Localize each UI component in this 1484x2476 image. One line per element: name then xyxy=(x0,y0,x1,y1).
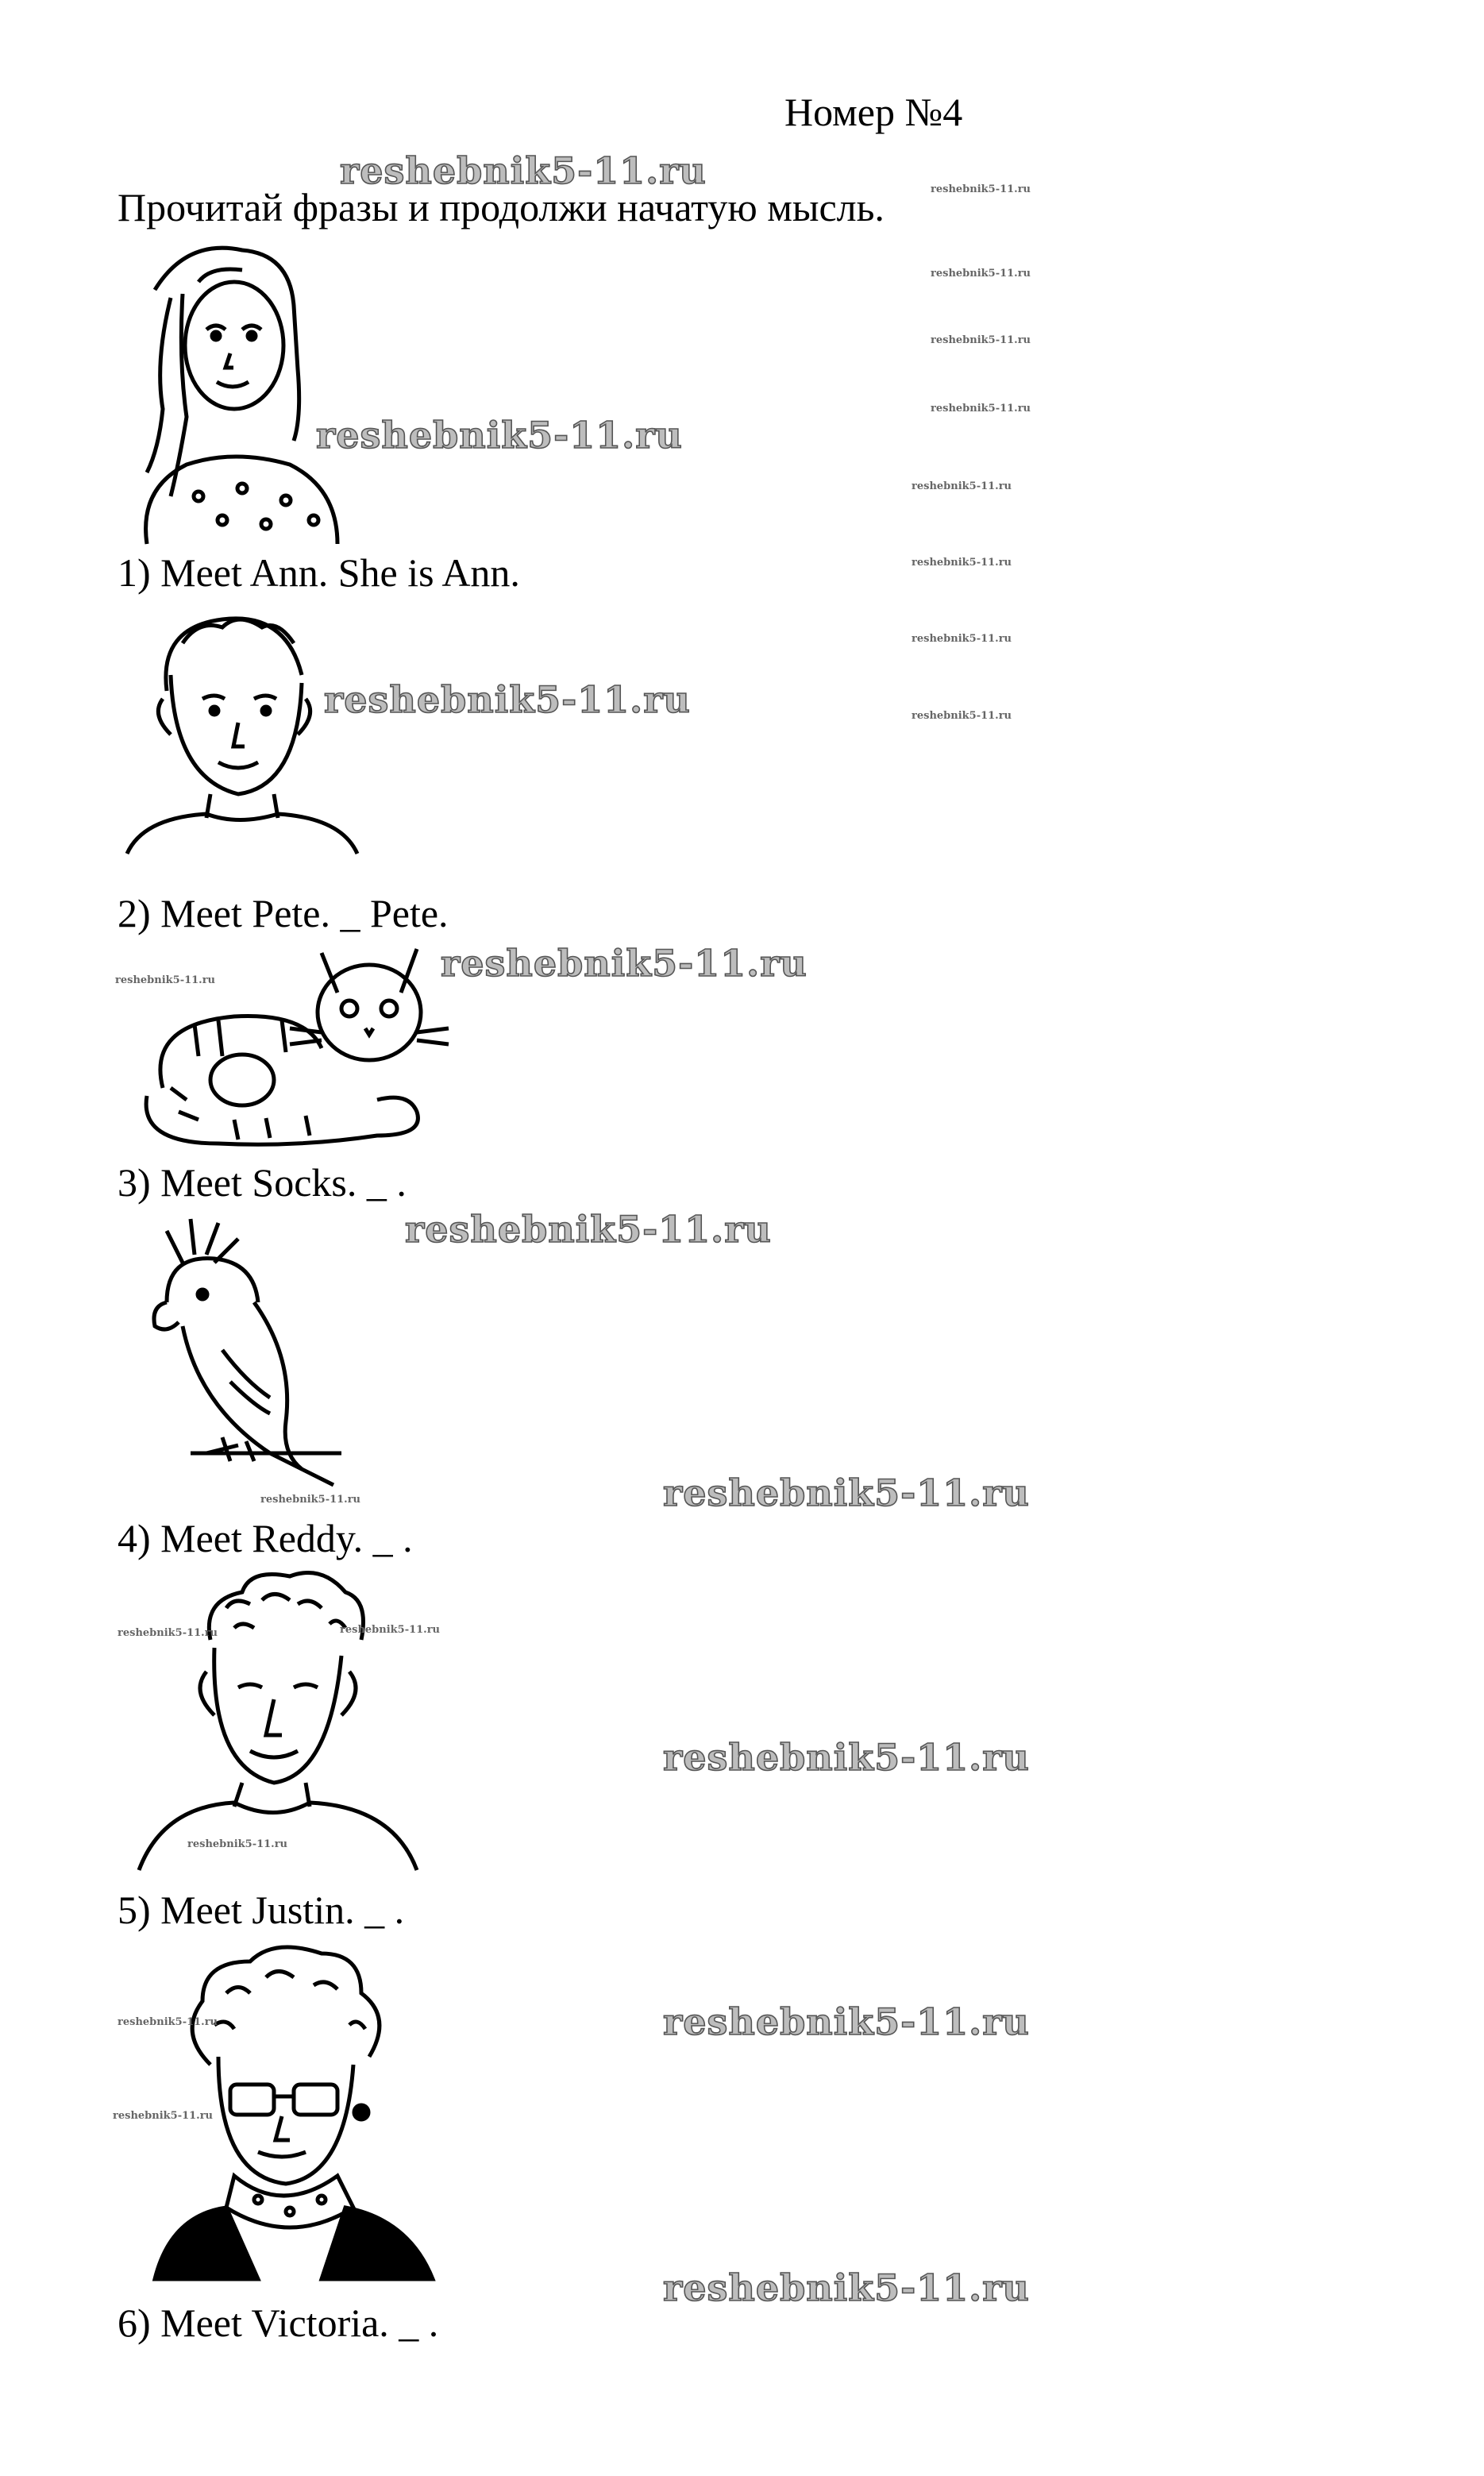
exercise-item-1: 1) Meet Ann. She is Ann. xyxy=(118,550,520,595)
watermark-small: reshebnik5-11.ru xyxy=(912,710,1012,722)
watermark-small: reshebnik5-11.ru xyxy=(912,480,1012,492)
watermark-small: reshebnik5-11.ru xyxy=(113,2110,214,2122)
exercise-item-3: 3) Meet Socks. _ . xyxy=(118,1160,407,1205)
watermark-large: reshebnik5-11.ru xyxy=(324,678,691,721)
cat-icon xyxy=(123,937,457,1151)
watermark-small: reshebnik5-11.ru xyxy=(115,974,216,986)
watermark-small: reshebnik5-11.ru xyxy=(931,334,1031,346)
watermark-small: reshebnik5-11.ru xyxy=(931,268,1031,280)
watermark-small: reshebnik5-11.ru xyxy=(187,1838,288,1850)
boy-icon xyxy=(127,604,365,858)
instruction-text: Прочитай фразы и продолжи начатую мысль. xyxy=(118,185,885,229)
exercise-item-4: 4) Meet Reddy. _ . xyxy=(118,1516,413,1560)
watermark-large: reshebnik5-11.ru xyxy=(405,1208,772,1251)
watermark-large: reshebnik5-11.ru xyxy=(663,1471,1030,1514)
watermark-small: reshebnik5-11.ru xyxy=(912,557,1012,569)
watermark-large: reshebnik5-11.ru xyxy=(441,942,808,985)
parrot-icon xyxy=(135,1215,349,1485)
exercise-item-2: 2) Meet Pete. _ Pete. xyxy=(118,891,449,935)
watermark-small: reshebnik5-11.ru xyxy=(118,2016,218,2028)
young-man-icon xyxy=(131,1568,457,1870)
exercise-item-6: 6) Meet Victoria. _ . xyxy=(118,2301,439,2345)
watermark-small: reshebnik5-11.ru xyxy=(118,1627,218,1639)
exercise-item-5: 5) Meet Justin. _ . xyxy=(118,1888,405,1932)
watermark-large: reshebnik5-11.ru xyxy=(340,149,707,192)
watermark-small: reshebnik5-11.ru xyxy=(912,633,1012,645)
watermark-large: reshebnik5-11.ru xyxy=(663,2266,1030,2309)
page-number-label: Номер №4 xyxy=(784,90,963,134)
watermark-large: reshebnik5-11.ru xyxy=(663,2000,1030,2043)
watermark-small: reshebnik5-11.ru xyxy=(931,403,1031,415)
watermark-small: reshebnik5-11.ru xyxy=(931,183,1031,195)
watermark-large: reshebnik5-11.ru xyxy=(663,1736,1030,1779)
watermark-large: reshebnik5-11.ru xyxy=(316,414,683,457)
girl-icon xyxy=(123,234,361,544)
watermark-small: reshebnik5-11.ru xyxy=(340,1624,441,1636)
watermark-small: reshebnik5-11.ru xyxy=(260,1494,361,1506)
